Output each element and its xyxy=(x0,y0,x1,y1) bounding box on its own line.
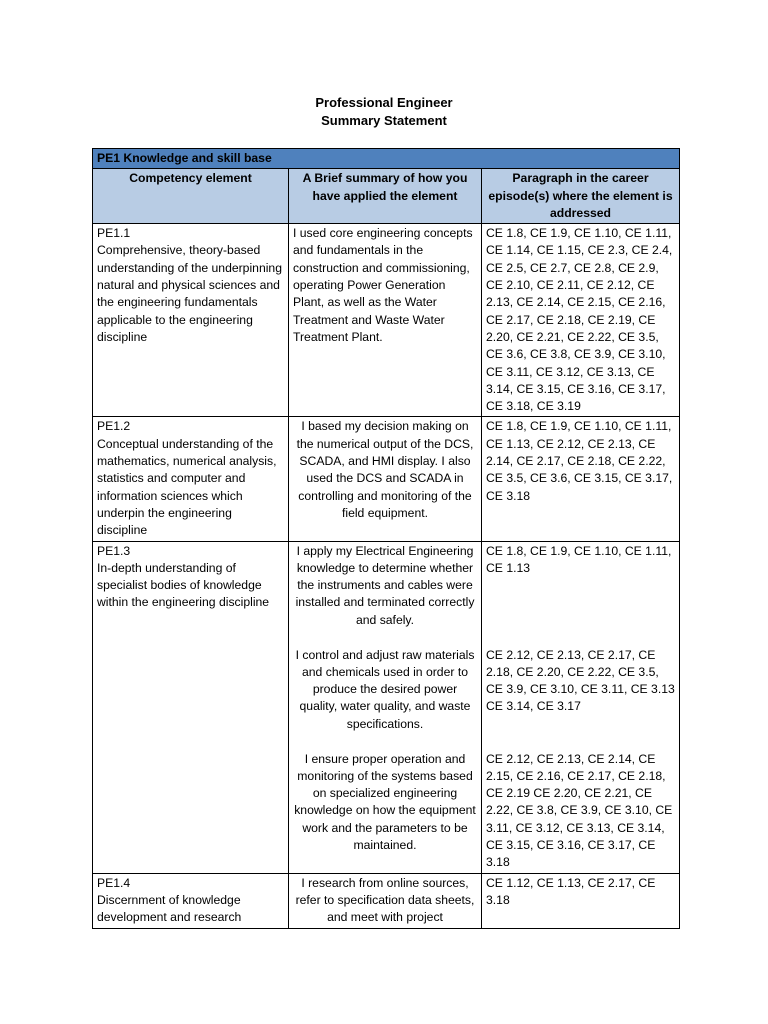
competency-code: PE1.1 xyxy=(97,226,131,241)
document-title: Professional Engineer xyxy=(315,95,453,110)
paragraph-refs: CE 1.8, CE 1.9, CE 1.10, CE 1.11, CE 1.13 xyxy=(486,543,672,575)
column-header-row xyxy=(93,169,680,224)
competency-text: Conceptual understanding of the mathematics, numerical analysis, statistics and computer and information sciences which underpin the engineering discipline xyxy=(97,436,277,538)
competency-cell xyxy=(93,224,289,417)
table-row xyxy=(93,224,680,417)
competency-cell xyxy=(93,417,289,541)
paragraph-block xyxy=(486,543,675,630)
table-row xyxy=(93,541,680,873)
summary-cell xyxy=(289,541,482,873)
table-row xyxy=(93,873,680,928)
table-row xyxy=(93,417,680,541)
paragraph-cell xyxy=(482,541,680,873)
competency-text: Comprehensive, theory-based understanding of the underpinning natural and physical sciences and the engineering fundamentals applicable to the engineering discipline xyxy=(97,243,282,344)
paragraph-cell xyxy=(482,224,680,417)
summary-cell xyxy=(289,873,482,928)
paragraph-refs: CE 1.8, CE 1.9, CE 1.10, CE 1.11, CE 1.13, CE 2.12, CE 2.13, CE 2.14, CE 2.17, CE 2.18, CE 2.22, CE 3.5, CE 3.6, CE 3.15, CE 3.17, CE 3.18 xyxy=(486,419,673,503)
paragraph-cell xyxy=(482,873,680,928)
competency-text: Discernment of knowledge development and research xyxy=(97,892,242,925)
competency-text: In-depth understanding of specialist bodies of knowledge within the engineering discipline xyxy=(97,560,270,610)
header-paragraph: Paragraph in the career episode(s) where the element is addressed xyxy=(482,169,680,224)
paragraph-refs: CE 2.12, CE 2.13, CE 2.14, CE 2.15, CE 2.16, CE 2.17, CE 2.18, CE 2.19 CE 2.20, CE 2.21, CE 2.22, CE 3.8, CE 3.9, CE 3.10, CE 3.11, CE 3.12, CE 3.13, CE 3.14, CE 3.15, CE 3.16, CE 3.17, CE 3.18 xyxy=(486,751,673,870)
summary-cell xyxy=(289,224,482,417)
competency-cell xyxy=(93,873,289,928)
summary-text: I based my decision making on the numerical output of the DCS, SCADA, and HMI display. I also used the DCS and SCADA in controlling and monitoring of the field equipment. xyxy=(296,419,474,520)
summary-text: I ensure proper operation and monitoring of the systems based on specialized engineering knowledge on how the equipment work and the parameters to be maintained. xyxy=(294,751,476,853)
competency-code: PE1.4 xyxy=(97,875,131,890)
competency-cell xyxy=(93,541,289,873)
paragraph-refs: CE 1.8, CE 1.9, CE 1.10, CE 1.11, CE 1.14, CE 1.15, CE 2.3, CE 2.4, CE 2.5, CE 2.7, CE 2.8, CE 2.9, CE 2.10, CE 2.11, CE 2.12, CE 2.13, CE 2.14, CE 2.15, CE 2.16, CE 2.17, CE 2.18, CE 2.19, CE 2.20, CE 2.21, CE 2.22, CE 3.5, CE 3.6, CE 3.8, CE 3.9, CE 3.10, CE 3.11, CE 3.12, CE 3.13, CE 3.14, CE 3.15, CE 3.16, CE 3.17, CE 3.18, CE 3.19 xyxy=(486,226,673,414)
paragraph-refs: CE 1.12, CE 1.13, CE 2.17, CE 3.18 xyxy=(486,875,656,907)
document-subtitle: Summary Statement xyxy=(321,113,447,128)
paragraph-block xyxy=(486,751,675,872)
competency-code: PE1.3 xyxy=(97,543,131,558)
summary-block xyxy=(293,647,477,734)
summary-text: I apply my Electrical Engineering knowledge to determine whether the instruments and cables were installed and terminated correctly and safely. xyxy=(295,543,475,627)
paragraph-refs: CE 2.12, CE 2.13, CE 2.17, CE 2.18, CE 2.20, CE 2.22, CE 3.5, CE 3.9, CE 3.10, CE 3.11, CE 3.13 CE 3.14, CE 3.17 xyxy=(486,647,675,714)
summary-text: I control and adjust raw materials and chemicals used in order to produce the desired power quality, water quality, and waste specifications. xyxy=(295,647,475,731)
paragraph-cell xyxy=(482,417,680,541)
summary-cell xyxy=(289,417,482,541)
summary-text: I used core engineering concepts and fundamentals in the construction and commissioning, operating Power Generation Plant, as well as the Water Treatment and Waste Water Treatment Plant. xyxy=(293,226,473,344)
section-header-row xyxy=(93,149,680,169)
summary-statement-table xyxy=(92,148,680,929)
section-title: PE1 Knowledge and skill base xyxy=(93,149,680,169)
competency-code: PE1.2 xyxy=(97,419,131,434)
header-summary: A Brief summary of how you have applied the element xyxy=(289,169,482,224)
summary-block xyxy=(293,543,477,630)
paragraph-block xyxy=(486,647,675,734)
header-competency: Competency element xyxy=(93,169,289,224)
summary-text: I research from online sources, refer to specification data sheets, and meet with project xyxy=(295,875,475,925)
summary-block xyxy=(293,751,477,855)
